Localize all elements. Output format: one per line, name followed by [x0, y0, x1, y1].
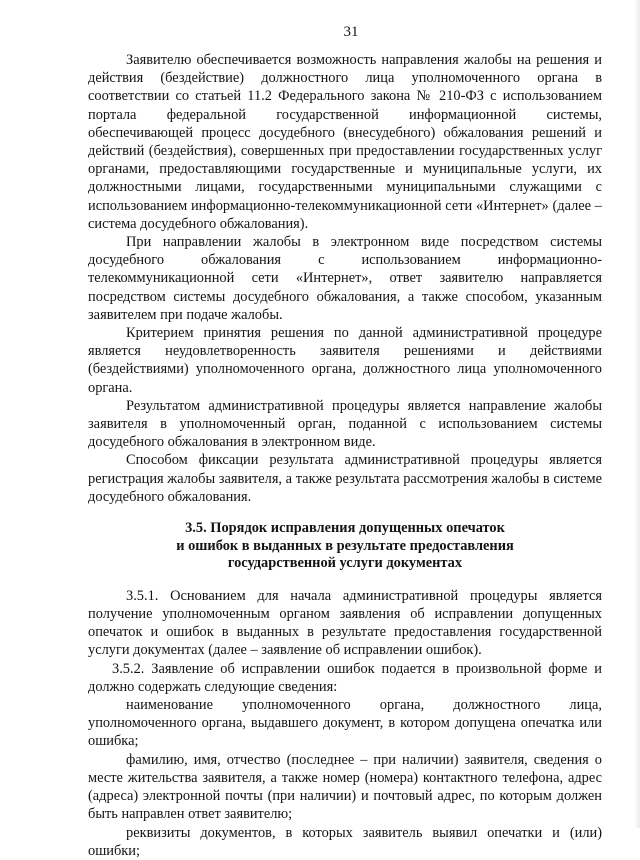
list-item-document-details: реквизиты документов, в которых заявитель выявил опечатки и (или) ошибки; [88, 824, 602, 859]
section-heading-3-5 [88, 520, 602, 573]
paragraph-result-recording: Способом фиксации результата административной процедуры является регистрация жалобы заявителя, а также результата рассмотрения жалобы в системе досудебного обжалования. [88, 452, 602, 505]
list-item-applicant-details: фамилию, имя, отчество (последнее – при наличии) заявителя, сведения о месте жительства заявителя, а также номер (номера) контактного телефона, адрес (адреса) электронной почты (при наличии) и почтовый адрес, по которым должен быть направлен ответ заявителю; [88, 751, 602, 823]
list-item-authority-name: наименование уполномоченного органа, должностного лица, уполномоченного органа, выдавшего документ, в котором допущена опечатка или ошибка; [88, 697, 602, 750]
paragraph-complaint-portal: Заявителю обеспечивается возможность направления жалобы на решения и действия (бездействие) должностного лица уполномоченного органа в соответствии со статьей 11.2 Федерального закона № 210-ФЗ с использованием портала федеральной государственной информационной системы, обеспечивающей процесс досудебного (внесудебного) обжалования решений и действий (бездействия), совершенных при предоставлении государственных услуг органами, предоставляющими государственные и муниципальные услуги, их должностными лицами, государственными муниципальными служащими с использованием информационно-телекоммуникационной сети «Интернет» (далее – система досудебного обжалования). [88, 52, 602, 232]
body-text-bottom [88, 587, 602, 860]
paragraph-decision-criterion: Критерием принятия решения по данной административной процедуре является неудовлетворенность заявителя решениями и действиями (бездействиями) уполномоченного органа, должностного лица уполномоченного органа. [88, 325, 602, 396]
paragraph-electronic-submission: При направлении жалобы в электронном виде посредством системы досудебного обжалования с использованием информационно-телекоммуникационной сети «Интернет», ответ заявителю направляется посредством системы досудебного обжалования, а также способом, указанным заявителем при подаче жалобы. [88, 234, 602, 323]
paragraph-3-5-2: 3.5.2. Заявление об исправлении ошибок подается в произвольной форме и должно содержать следующие сведения: [88, 660, 602, 695]
page-number: 31 [343, 24, 359, 40]
section-heading-line: и ошибок в выданных в результате предоставления [176, 537, 514, 554]
paragraph-3-5-1: 3.5.1. Основанием для начала административной процедуры является получение уполномоченным органом заявления об исправлении допущенных опечаток и ошибок в выданных в результате предоставления государственной услуги документах (далее – заявление об исправлении ошибок). [88, 587, 602, 659]
paragraph-procedure-result: Результатом административной процедуры является направление жалобы заявителя в уполномоченный орган, поданной с использованием системы досудебного обжалования в электронном виде. [88, 397, 602, 451]
scan-edge-shadow [634, 0, 640, 828]
section-heading-line: 3.5. Порядок исправления допущенных опечаток [185, 520, 505, 537]
body-text-top [88, 51, 602, 506]
section-heading-line: государственной услуги документах [227, 555, 463, 572]
